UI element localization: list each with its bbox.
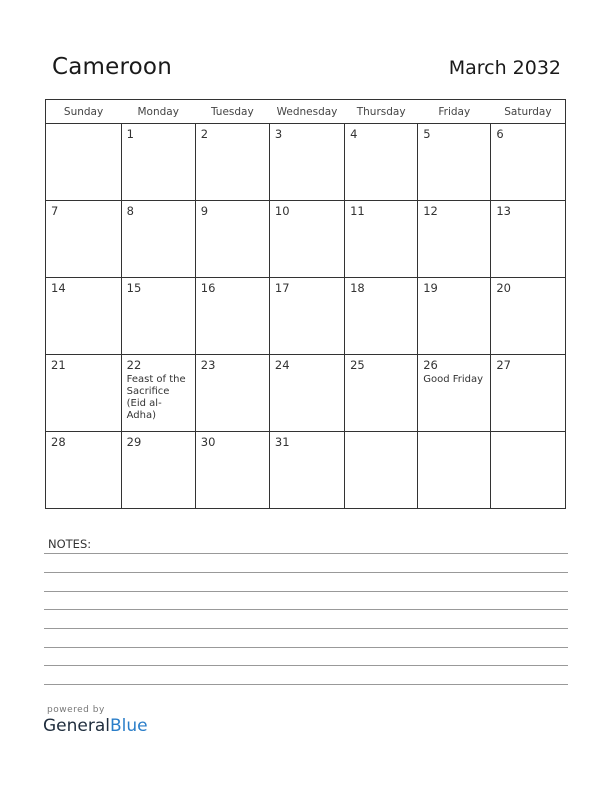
- day-number: 6: [496, 127, 504, 141]
- day-number: 21: [51, 358, 66, 372]
- day-number: 9: [200, 204, 209, 218]
- day-cell: [195, 201, 269, 278]
- day-number: 4: [350, 127, 358, 141]
- day-cell: [46, 124, 122, 201]
- day-cell: [491, 355, 566, 432]
- day-cell: [418, 278, 491, 355]
- note-line: [44, 684, 568, 685]
- day-cell: [345, 124, 418, 201]
- day-number: 17: [274, 281, 290, 295]
- day-number: 16: [200, 281, 216, 295]
- day-cell: [345, 278, 418, 355]
- day-cell: [195, 432, 269, 509]
- day-number: 24: [274, 358, 290, 372]
- day-number: 15: [126, 281, 142, 295]
- day-cell: [121, 432, 195, 509]
- country-title: Cameroon: [52, 54, 172, 80]
- day-number: 28: [51, 435, 66, 449]
- day-number: 11: [350, 204, 365, 218]
- weekday-friday: Friday: [418, 100, 491, 124]
- day-number: 27: [496, 358, 511, 372]
- day-cell: [345, 355, 418, 432]
- day-number: 19: [423, 281, 438, 295]
- day-number: 10: [274, 204, 290, 218]
- weekday-wednesday: Wednesday: [269, 100, 344, 124]
- note-line: [44, 647, 568, 648]
- day-number: 22: [126, 358, 142, 372]
- day-number: 31: [274, 435, 290, 449]
- day-number: 30: [200, 435, 216, 449]
- day-number: 2: [200, 127, 209, 141]
- day-number: 1: [126, 127, 134, 141]
- day-number: 20: [496, 281, 511, 295]
- day-cell: [269, 278, 344, 355]
- day-cell: [491, 278, 566, 355]
- day-number: 26: [423, 358, 438, 372]
- note-line: [44, 591, 568, 592]
- day-cell: [46, 432, 122, 509]
- day-cell: [121, 201, 195, 278]
- day-number: 13: [496, 204, 511, 218]
- day-cell: [121, 278, 195, 355]
- day-number: 7: [51, 204, 59, 218]
- day-number: 14: [51, 281, 66, 295]
- day-cell: [491, 124, 566, 201]
- note-line: [44, 609, 568, 610]
- brand-blue: Blue: [110, 716, 148, 736]
- week-row: [46, 201, 566, 278]
- day-cell: [121, 124, 195, 201]
- day-cell: [418, 124, 491, 201]
- brand-general: General: [43, 716, 110, 736]
- note-line: [44, 572, 568, 573]
- day-cell: [46, 201, 122, 278]
- note-line: [44, 553, 568, 554]
- week-row: [46, 355, 566, 432]
- day-cell: [418, 432, 491, 509]
- day-cell: [418, 201, 491, 278]
- day-cell: [46, 278, 122, 355]
- powered-by-text: powered by: [47, 705, 105, 715]
- note-line: [44, 628, 568, 629]
- day-number: 8: [126, 204, 134, 218]
- day-number: 3: [274, 127, 283, 141]
- generalblue-logo: [43, 716, 148, 736]
- day-cell: [269, 355, 344, 432]
- weekday-monday: Monday: [121, 100, 195, 124]
- day-cell: [195, 355, 269, 432]
- weekday-sunday: Sunday: [46, 100, 122, 124]
- day-number: 18: [350, 281, 365, 295]
- calendar-grid: [45, 99, 566, 509]
- week-row: [46, 278, 566, 355]
- day-cell: [269, 201, 344, 278]
- day-cell: [121, 355, 195, 432]
- weekday-thursday: Thursday: [345, 100, 418, 124]
- day-number: 12: [423, 204, 438, 218]
- month-title: March 2032: [448, 57, 561, 79]
- notes-label: NOTES:: [48, 537, 92, 551]
- day-cell: [491, 432, 566, 509]
- holiday-label: Good Friday: [423, 374, 484, 385]
- day-cell: [195, 124, 269, 201]
- day-cell: [418, 355, 491, 432]
- day-number: 23: [200, 358, 216, 372]
- day-cell: [269, 124, 344, 201]
- weekday-header-row: [46, 100, 566, 124]
- weekday-tuesday: Tuesday: [195, 100, 269, 124]
- week-row: [46, 432, 566, 509]
- note-line: [44, 665, 568, 666]
- holiday-label: Feast of the Sacrifice (Eid al-Adha): [126, 374, 186, 421]
- weekday-saturday: Saturday: [491, 100, 566, 124]
- day-number: 25: [350, 358, 365, 372]
- day-cell: [491, 201, 566, 278]
- day-number: 29: [126, 435, 142, 449]
- week-row: [46, 124, 566, 201]
- day-cell: [195, 278, 269, 355]
- day-number: 5: [423, 127, 431, 141]
- day-cell: [345, 432, 418, 509]
- day-cell: [345, 201, 418, 278]
- day-cell: [46, 355, 122, 432]
- day-cell: [269, 432, 344, 509]
